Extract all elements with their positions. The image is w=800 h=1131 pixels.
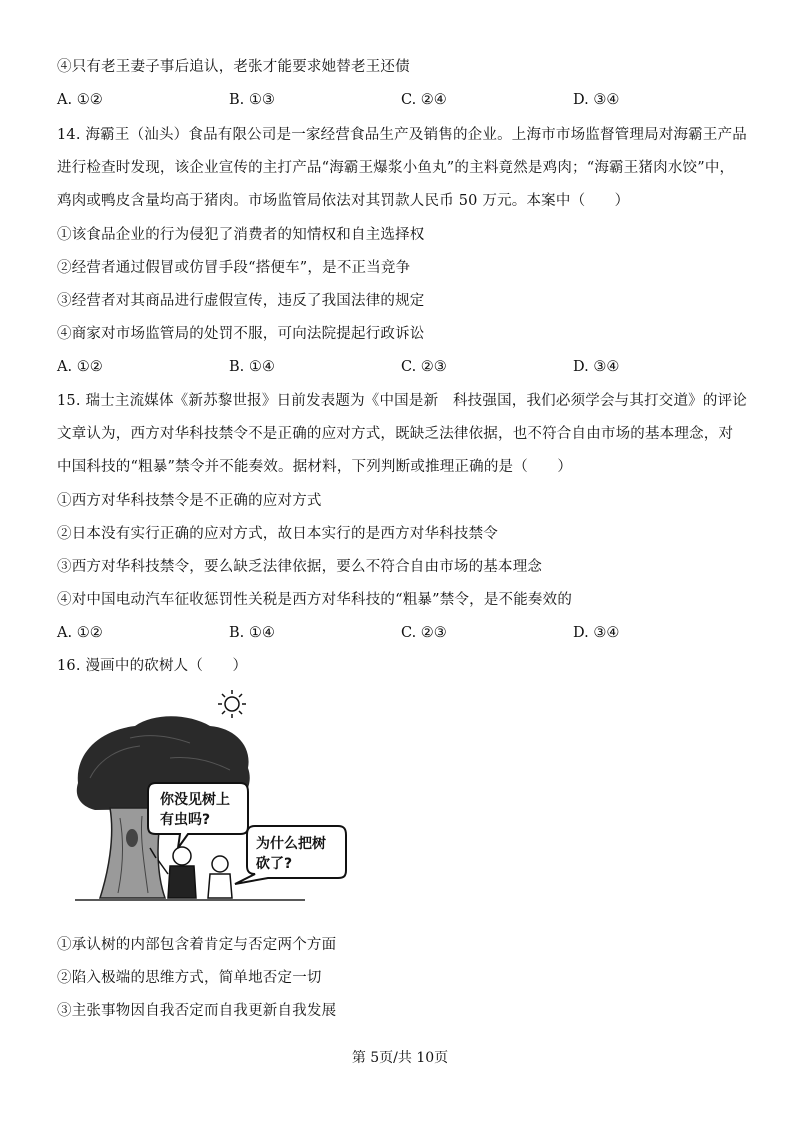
q14-stem-line-1: 14. 海霸王（汕头）食品有限公司是一家经营食品生产及销售的企业。上海市市场监督管理局对海霸王产品 <box>57 127 747 143</box>
bubble-2-line-1: 为什么把树 <box>256 836 326 852</box>
q13-option-a: A. ①② <box>57 92 103 108</box>
child-figure <box>208 856 232 898</box>
q14-option-d: D. ③④ <box>573 359 620 375</box>
q14-item-1: ①该食品企业的行为侵犯了消费者的知情权和自主选择权 <box>57 227 425 243</box>
sun-icon <box>218 690 246 718</box>
bubble-1-line-1: 你没见树上 <box>160 792 230 808</box>
q15-option-d: D. ③④ <box>573 625 620 641</box>
q13-item-4: ④只有老王妻子事后追认，老张才能要求她替老王还债 <box>57 59 410 75</box>
q13-option-c: C. ②④ <box>401 92 447 108</box>
q15-item-2: ②日本没有实行正确的应对方式，故日本实行的是西方对华科技禁令 <box>57 526 498 542</box>
q15-option-c: C. ②③ <box>401 625 447 641</box>
q13-option-b: B. ①③ <box>229 92 275 108</box>
q14-stem-line-2: 进行检查时发现，该企业宣传的主打产品“海霸王爆浆小鱼丸”的主料竟然是鸡肉；“海霸王猪肉水饺”中， <box>57 160 735 176</box>
q14-stem-line-3: 鸡肉或鸭皮含量均高于猪肉。市场监管局依法对其罚款人民币 50 万元。本案中（ ） <box>57 193 630 209</box>
q15-option-a: A. ①② <box>57 625 103 641</box>
q14-item-4: ④商家对市场监管局的处罚不服，可向法院提起行政诉讼 <box>57 326 425 342</box>
tree-cartoon-image <box>70 688 370 923</box>
q15-stem-line-3: 中国科技的“粗暴”禁令并不能奏效。据材料，下列判断或推理正确的是（ ） <box>57 459 573 475</box>
q16-item-3: ③主张事物因自我否定而自我更新自我发展 <box>57 1003 337 1019</box>
q15-item-1: ①西方对华科技禁令是不正确的应对方式 <box>57 493 322 509</box>
q14-item-3: ③经营者对其商品进行虚假宣传，违反了我国法律的规定 <box>57 293 425 309</box>
speech-bubble-woodcutter <box>148 783 248 848</box>
q16-item-2: ②陷入极端的思维方式，简单地否定一切 <box>57 970 322 986</box>
q16-stem: 16. 漫画中的砍树人（ ） <box>57 658 248 674</box>
q14-option-c: C. ②③ <box>401 359 447 375</box>
page-footer: 第 5页/共 10页 <box>351 1050 449 1066</box>
q15-stem-line-2: 文章认为，西方对华科技禁令不是正确的应对方式，既缺乏法律依据，也不符合自由市场的基本理念，对 <box>57 426 734 442</box>
q15-item-3: ③西方对华科技禁令，要么缺乏法律依据，要么不符合自由市场的基本理念 <box>57 559 543 575</box>
q14-item-2: ②经营者通过假冒或仿冒手段“搭便车”，是不正当竞争 <box>57 260 411 276</box>
q16-item-1: ①承认树的内部包含着肯定与否定两个方面 <box>57 937 337 953</box>
q13-option-d: D. ③④ <box>573 92 620 108</box>
bubble-1-line-2: 有虫吗? <box>160 812 211 828</box>
q14-option-a: A. ①② <box>57 359 103 375</box>
speech-bubble-child <box>235 826 346 884</box>
q14-option-b: B. ①④ <box>229 359 275 375</box>
bubble-2-line-2: 砍了? <box>256 856 293 872</box>
q15-option-b: B. ①④ <box>229 625 275 641</box>
q15-stem-line-1: 15. 瑞士主流媒体《新苏黎世报》日前发表题为《中国是新 科技强国，我们必须学会与其打交道》的评论 <box>57 393 747 409</box>
q15-item-4: ④对中国电动汽车征收惩罚性关税是西方对华科技的“粗暴”禁令，是不能奏效的 <box>57 592 573 608</box>
